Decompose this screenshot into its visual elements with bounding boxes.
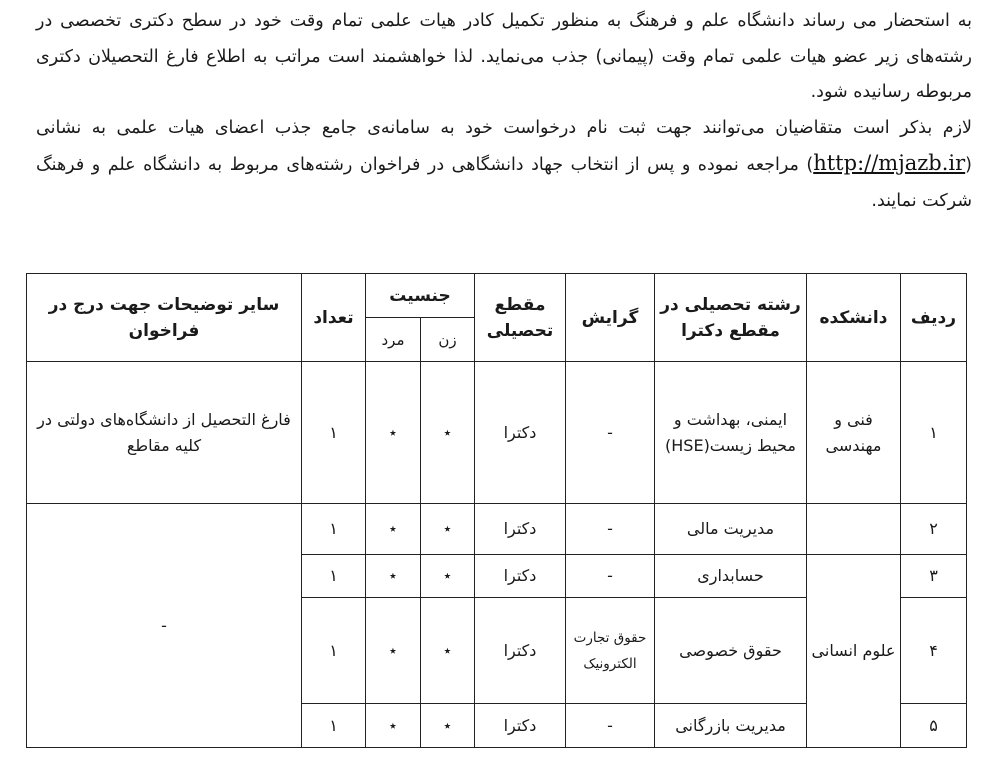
intro-p2-start: لازم بذکر است متقاضیان می‌توانند جهت ثبت نام درخواست خود به سامانه‌ی جامع جذب اعضای هیات علمی به نشانی (: [36, 117, 972, 175]
row-number: ۴: [901, 598, 967, 704]
degree-cell: دکترا: [475, 504, 566, 555]
female-mark: ٭: [421, 704, 475, 748]
degree-cell: دکترا: [475, 598, 566, 704]
header-gender: جنسیت: [366, 274, 475, 318]
row-number: ۵: [901, 704, 967, 748]
male-mark: ٭: [366, 598, 421, 704]
count-cell: ۱: [302, 598, 366, 704]
table-row: [27, 504, 967, 555]
header-male: مرد: [366, 318, 421, 362]
count-cell: ۱: [302, 362, 366, 504]
female-mark: ٭: [421, 504, 475, 555]
table-row: [27, 362, 967, 504]
row-number: ۱: [901, 362, 967, 504]
portal-link[interactable]: http://mjazb.ir: [813, 151, 966, 175]
faculty-cell: علوم انسانی: [807, 555, 901, 748]
header-specialization: گرایش: [566, 274, 655, 362]
field-cell: مدیریت بازرگانی: [655, 704, 807, 748]
specialization-cell: -: [566, 362, 655, 504]
count-cell: ۱: [302, 555, 366, 598]
specialization-cell: -: [566, 555, 655, 598]
field-cell: حسابداری: [655, 555, 807, 598]
notes-cell: فارغ التحصیل از دانشگاه‌های دولتی در کلیه مقاطع: [27, 362, 302, 504]
degree-cell: دکترا: [475, 555, 566, 598]
faculty-cell: [807, 504, 901, 555]
degree-cell: دکترا: [475, 704, 566, 748]
header-female: زن: [421, 318, 475, 362]
header-faculty: دانشکده: [807, 274, 901, 362]
female-mark: ٭: [421, 555, 475, 598]
field-cell: ایمنی، بهداشت و محیط زیست(HSE): [655, 362, 807, 504]
row-number: ۳: [901, 555, 967, 598]
count-cell: ۱: [302, 704, 366, 748]
header-count: تعداد: [302, 274, 366, 362]
intro-text: [36, 4, 972, 219]
specialization-cell: حقوق تجارت الکترونیک: [566, 598, 655, 704]
female-mark: ٭: [421, 598, 475, 704]
positions-table: [26, 273, 967, 748]
male-mark: ٭: [366, 362, 421, 504]
intro-p2-end: ) مراجعه نموده و پس از انتخاب جهاد دانشگاهی در فراخوان رشته‌های مربوط به دانشگاه علم و فرهنگ شرکت نمایند.: [36, 155, 972, 211]
notes-cell: -: [27, 504, 302, 748]
intro-paragraph-1: به استحضار می رساند دانشگاه علم و فرهنگ به منظور تکمیل کادر هیات علمی تمام وقت خود در سطح دکتری تخصصی در رشته‌های زیر عضو هیات علمی تمام وقت (پیمانی) جذب می‌نماید. لذا خواهشمند است مراتب به اطلاع فارغ التحصیلان دکتری مربوطه رسانیده شود.: [36, 11, 972, 102]
specialization-cell: -: [566, 704, 655, 748]
row-number: ۲: [901, 504, 967, 555]
intro-paragraph-2: [36, 111, 972, 220]
male-mark: ٭: [366, 555, 421, 598]
header-field: رشته تحصیلی در مقطع دکترا: [655, 274, 807, 362]
degree-cell: دکترا: [475, 362, 566, 504]
specialization-cell: -: [566, 504, 655, 555]
male-mark: ٭: [366, 704, 421, 748]
field-cell: مدیریت مالی: [655, 504, 807, 555]
header-degree: مقطع تحصیلی: [475, 274, 566, 362]
header-row-number: ردیف: [901, 274, 967, 362]
count-cell: ۱: [302, 504, 366, 555]
female-mark: ٭: [421, 362, 475, 504]
male-mark: ٭: [366, 504, 421, 555]
field-cell: حقوق خصوصی: [655, 598, 807, 704]
header-notes: سایر توضیحات جهت درج در فراخوان: [27, 274, 302, 362]
faculty-cell: فنی و مهندسی: [807, 362, 901, 504]
